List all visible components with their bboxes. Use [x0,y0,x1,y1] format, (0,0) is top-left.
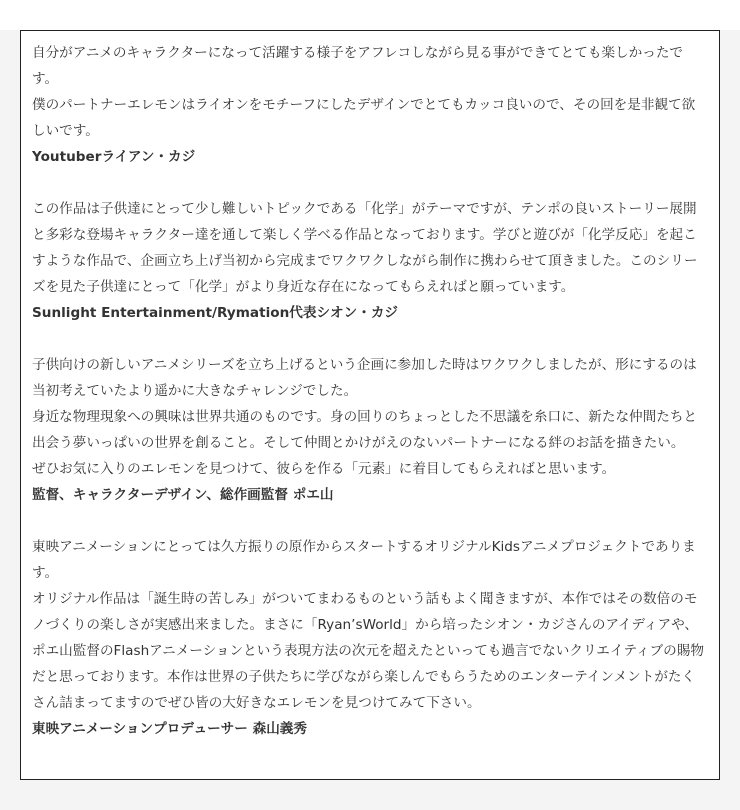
comments-content [32,40,708,742]
comment-text: 自分がアニメのキャラクターになって活躍する様子をアフレコしながら見る事ができてとても楽しかったです。 [32,45,684,87]
comment-text: 東映アニメーションにとっては久方振りの原作からスタートするオリジナルKidsアニメプロジェクトであります。 [32,539,696,581]
comment-signature: 東映アニメーションプロデューサー 森山義秀 [32,721,307,737]
section-spacer [32,170,708,196]
comments-panel [20,30,720,780]
comment-signature: 監督、キャラクターデザイン、総作画監督 ポエ山 [32,487,334,503]
comment-text: 僕のパートナーエレモンはライオンをモチーフにしたデザインでとてもカッコ良いので、その回を是非観て欲しいです。 [32,97,696,139]
comment-signature: Youtuberライアン・カジ [32,149,196,165]
section-spacer [32,326,708,352]
comment-signature: Sunlight Entertainment/Rymation代表シオン・カジ [32,305,399,321]
comment-text: この作品は子供達にとって少し難しいトピックである「化学」がテーマですが、テンポの良いストーリー展開と多彩な登場キャラクター達を通して楽しく学べる作品となっております。学びと遊びが「化学反応」を起こすような作品で、企画立ち上げ当初から完成までワクワクしながら制作に携わらせて頂きました。このシリーズを見た子供達にとって「化学」がより身近な存在になってもらえればと願っています。 [32,201,698,295]
comment-text: 子供向けの新しいアニメシリーズを立ち上げるという企画に参加した時はワクワクしましたが、形にするのは当初考えていたより遥かに大きなチャレンジでした。 [32,357,697,399]
section-spacer [32,508,708,534]
page-bottom-strip [0,780,740,810]
comment-text: 身近な物理現象への興味は世界共通のものです。身の回りのちょっとした不思議を糸口に、新たな仲間たちと出会う夢いっぱいの世界を創ること。そして仲間とかけがえのないパートナーになる絆のお話を描きたい。 [32,409,698,451]
comment-text: オリジナル作品は「誕生時の苦しみ」がついてまわるものという話もよく聞きますが、本作ではその数倍のモノづくりの楽しさが実感出来ました。まさに「Ryan’sWorld」から培ったシオン・カジさんのアイディアや、ポエ山監督のFlashアニメーションという表現方法の次元を超えたといっても過言でないクリエイティブの賜物だと思っております。本作は世界の子供たちに学びながら楽しんでもらうためのエンターテインメントがたくさん詰まってますのでぜひ皆の大好きなエレモンを見つけてみて下さい。 [32,591,704,711]
comment-text: ぜひお気に入りのエレモンを見つけて、彼らを作る「元素」に着目してもらえればと思います。 [32,461,616,477]
page-top-strip [0,0,740,30]
